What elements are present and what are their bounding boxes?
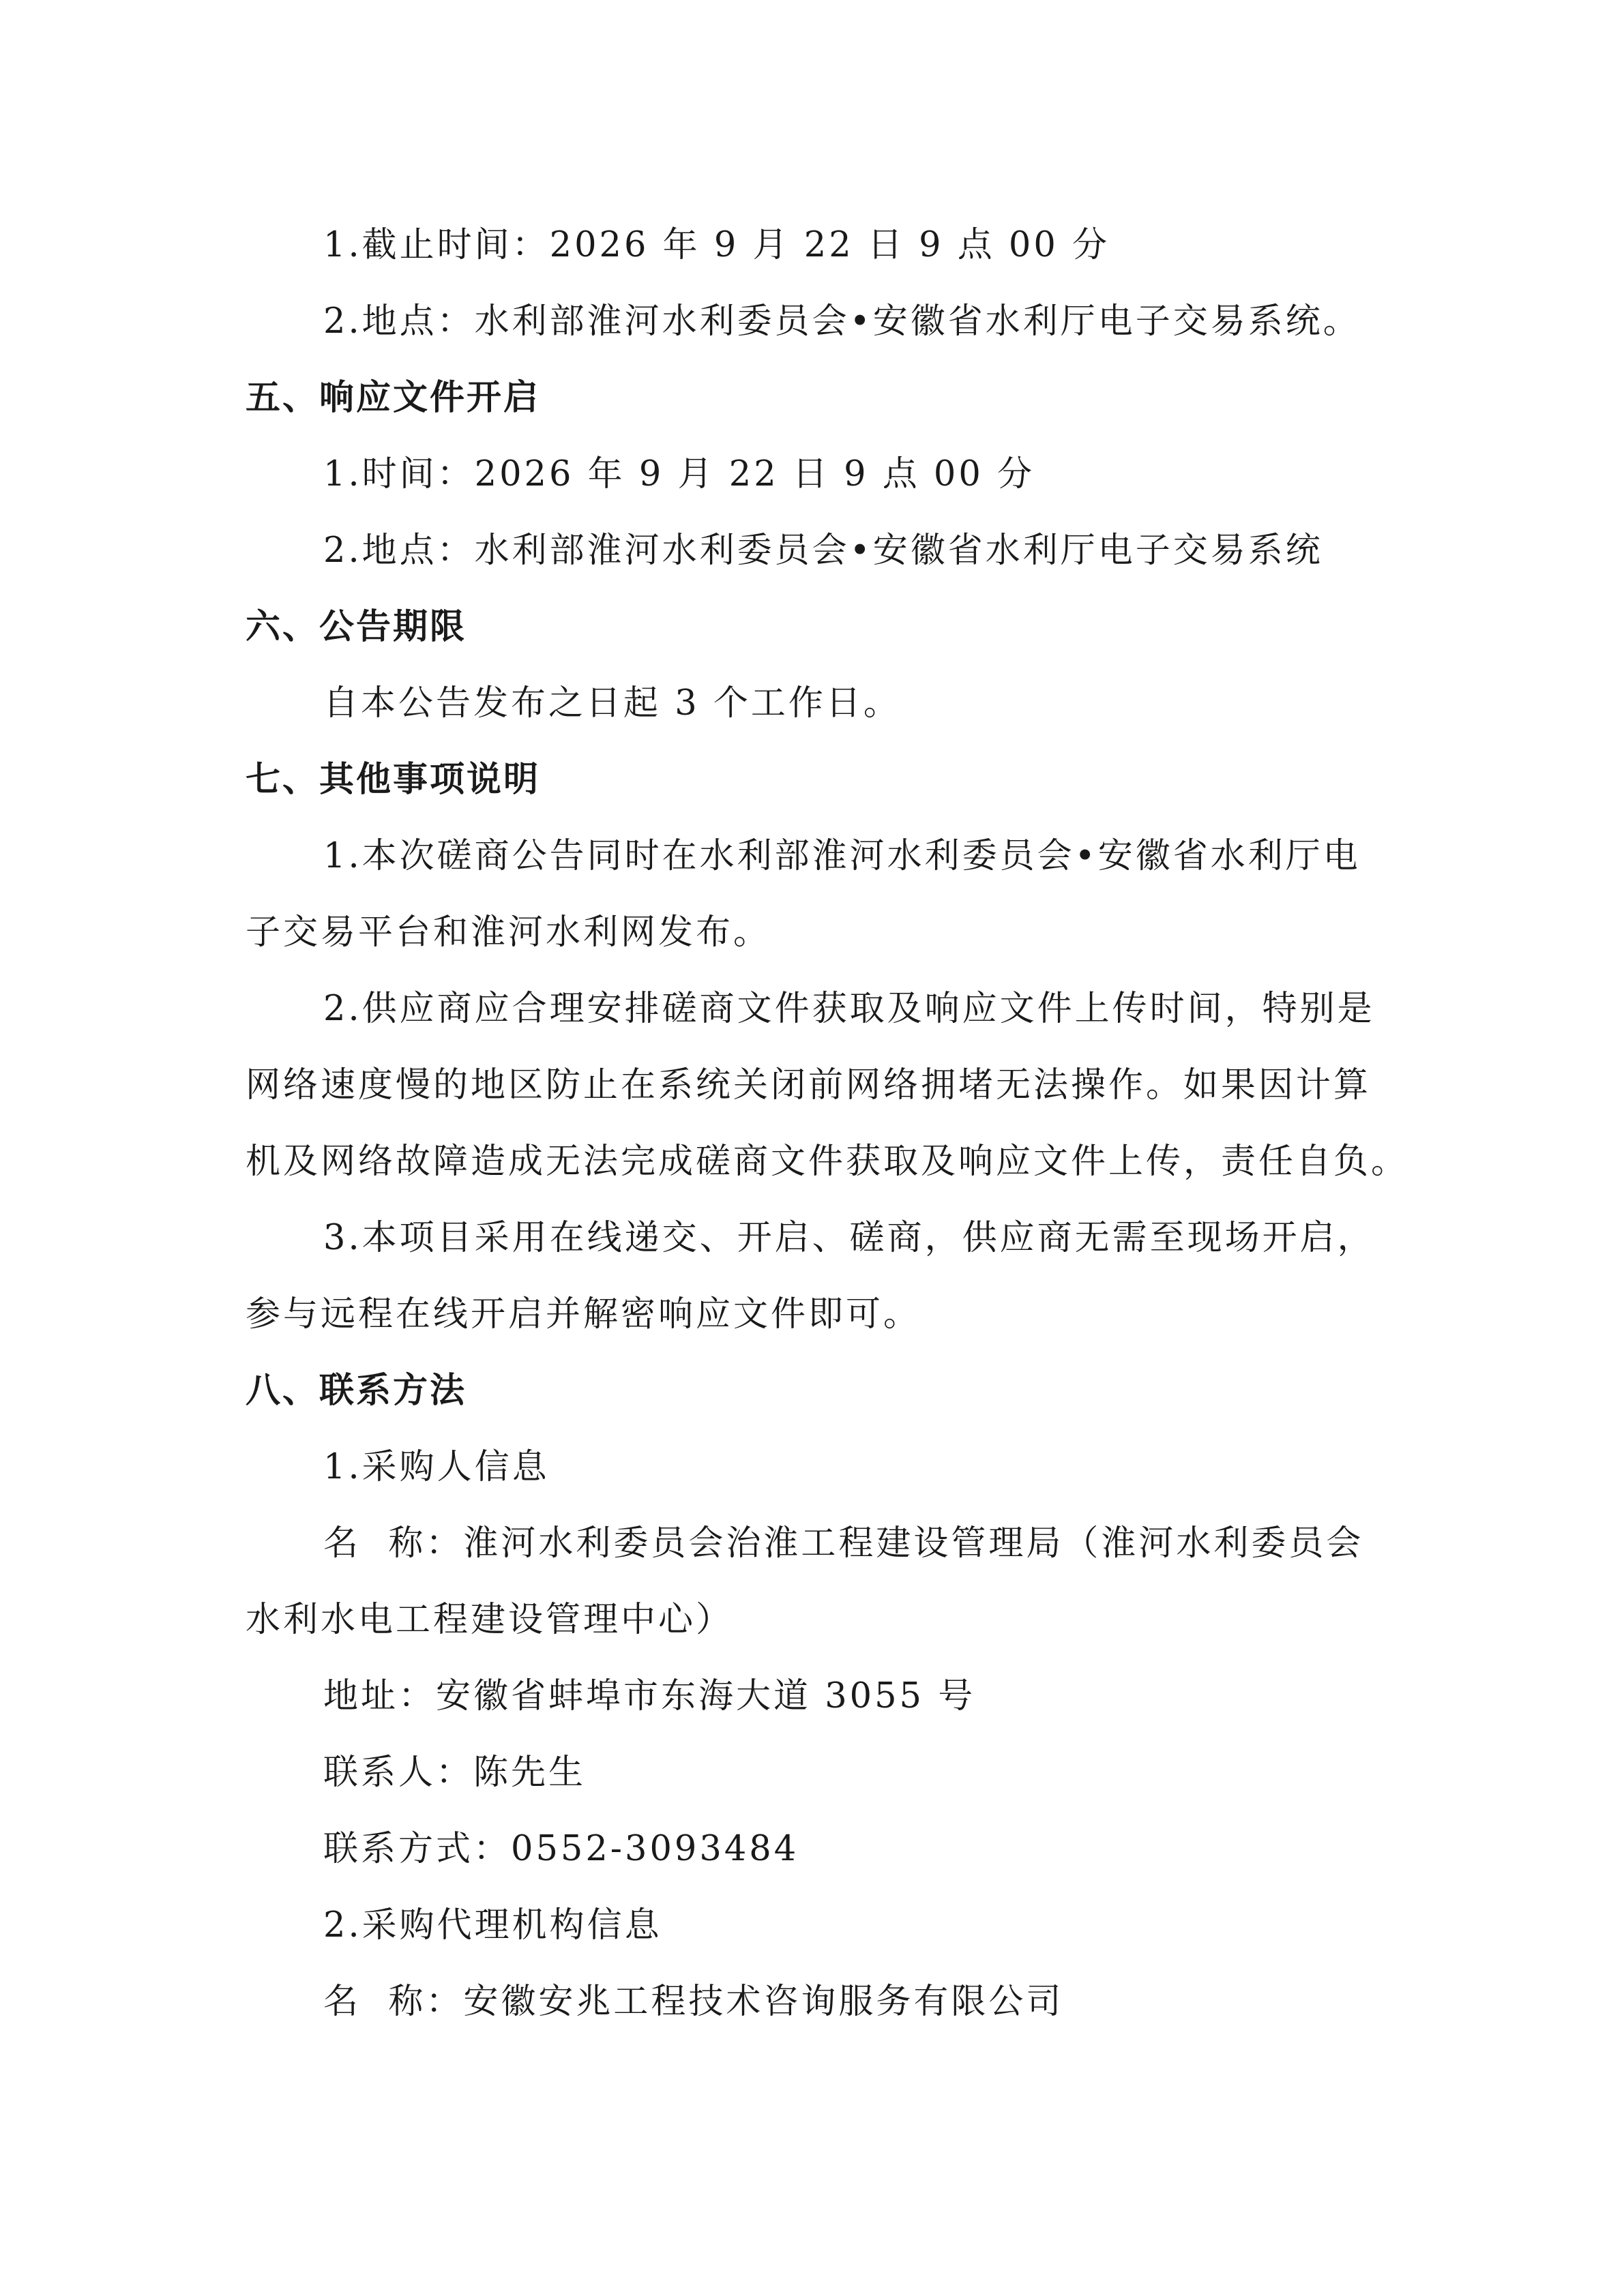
other-item-2-line-1: 2.供应商应合理安排磋商文件获取及响应文件上传时间，特别是 [323, 989, 1375, 1029]
opening-location: 2.地点：水利部淮河水利委员会•安徽省水利厅电子交易系统 [323, 531, 1323, 571]
other-item-1-line-1: 1.本次磋商公告同时在水利部淮河水利委员会•安徽省水利厅电 [323, 836, 1361, 876]
section-heading-opening: 五、响应文件开启 [246, 378, 541, 418]
section-heading-other: 七、其他事项说明 [246, 760, 541, 800]
agency-name: 名 称：安徽安兆工程技术咨询服务有限公司 [323, 1982, 1064, 2022]
agency-title: 2.采购代理机构信息 [323, 1905, 662, 1945]
deadline-time: 1.截止时间：2026 年 9 月 22 日 9 点 00 分 [323, 225, 1110, 265]
purchaser-address: 地址：安徽省蚌埠市东海大道 3055 号 [323, 1676, 976, 1716]
period-text: 自本公告发布之日起 3 个工作日。 [323, 683, 901, 724]
other-item-2-line-3: 机及网络故障造成无法完成磋商文件获取及响应文件上传，责任自负。 [246, 1142, 1409, 1182]
opening-time: 1.时间：2026 年 9 月 22 日 9 点 00 分 [323, 454, 1035, 494]
purchaser-name-line-1: 名 称：淮河水利委员会治淮工程建设管理局（淮河水利委员会 [323, 1523, 1364, 1564]
other-item-3-line-2: 参与远程在线开启并解密响应文件即可。 [246, 1294, 921, 1335]
other-item-2-line-2: 网络速度慢的地区防止在系统关闭前网络拥堵无法操作。如果因计算 [246, 1065, 1372, 1105]
purchaser-name-line-2: 水利水电工程建设管理中心） [246, 1600, 734, 1640]
other-item-3-line-1: 3.本项目采用在线递交、开启、磋商，供应商无需至现场开启， [323, 1218, 1375, 1258]
deadline-location: 2.地点：水利部淮河水利委员会•安徽省水利厅电子交易系统。 [323, 301, 1361, 342]
purchaser-contact: 联系人：陈先生 [323, 1753, 587, 1793]
other-item-1-line-2: 子交易平台和淮河水利网发布。 [246, 912, 771, 953]
section-heading-contact: 八、联系方法 [246, 1371, 467, 1411]
purchaser-phone: 联系方式：0552-3093484 [323, 1829, 799, 1869]
section-heading-period: 六、公告期限 [246, 607, 467, 647]
purchaser-title: 1.采购人信息 [323, 1447, 550, 1487]
